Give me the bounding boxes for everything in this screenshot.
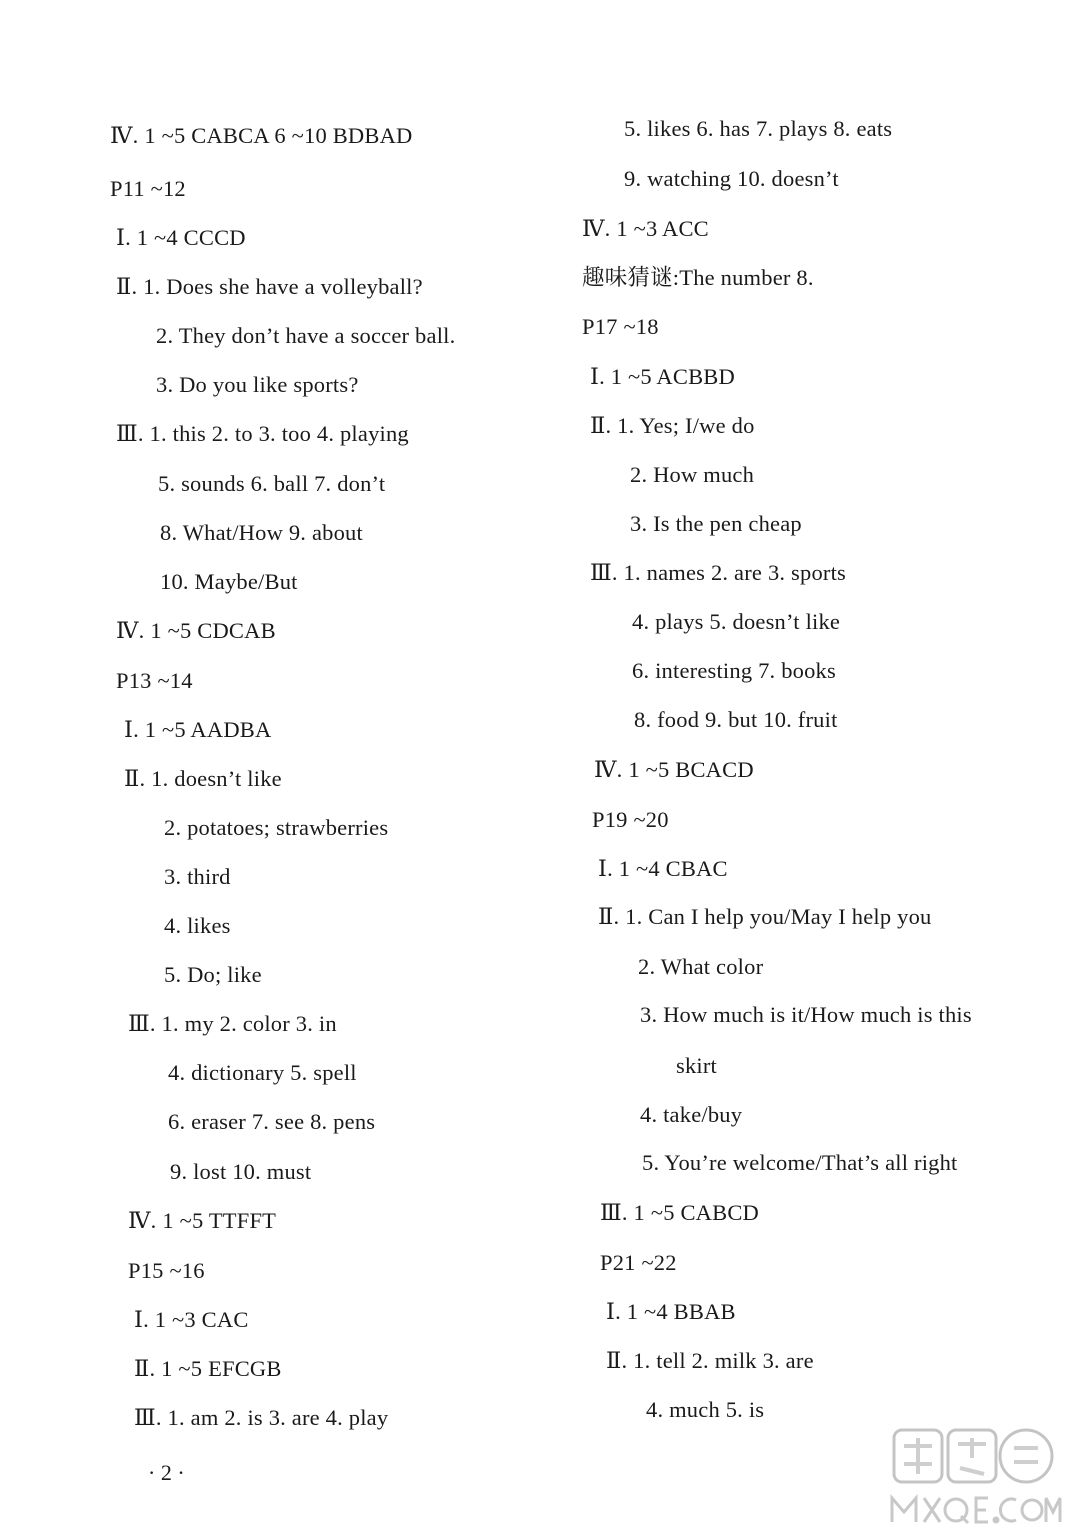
answer-line: 3. Is the pen cheap: [630, 511, 802, 536]
watermark-logo: [884, 1424, 1064, 1532]
answer-line: Ⅲ. 1. my 2. color 3. in: [128, 1011, 337, 1036]
answer-line: 4. dictionary 5. spell: [168, 1060, 357, 1085]
right-column: [534, 0, 1014, 1460]
answer-line: 5. You’re welcome/That’s all right: [642, 1150, 958, 1175]
answer-line: 5. sounds 6. ball 7. don’t: [158, 471, 386, 496]
answer-line: 9. lost 10. must: [170, 1159, 312, 1184]
answer-line: Ⅰ. 1 ~5 ACBBD: [590, 364, 735, 389]
answer-line: 10. Maybe/But: [160, 569, 298, 594]
answer-line: skirt: [676, 1053, 718, 1078]
answer-line: Ⅱ. 1. Does she have a volleyball?: [116, 274, 423, 299]
answer-line: Ⅲ. 1 ~5 CABCD: [600, 1200, 759, 1225]
answer-line: Ⅱ. 1. tell 2. milk 3. are: [606, 1348, 814, 1373]
answer-line: Ⅱ. 1. Can I help you/May I help you: [598, 904, 932, 929]
answer-line: Ⅰ. 1 ~4 CCCD: [116, 225, 246, 250]
answer-line: 9. watching 10. doesn’t: [624, 166, 839, 191]
section-heading: P13 ~14: [116, 668, 193, 693]
answer-line: 4. likes: [164, 913, 231, 938]
answer-line: 4. plays 5. doesn’t like: [632, 609, 841, 634]
riddle-line: 趣味猜谜:The number 8.: [582, 265, 814, 290]
answer-line: Ⅱ. 1 ~5 EFCGB: [134, 1356, 282, 1381]
answer-line: Ⅲ. 1. this 2. to 3. too 4. playing: [116, 421, 409, 446]
answer-line: 2. They don’t have a soccer ball.: [156, 323, 456, 348]
answer-line: Ⅰ. 1 ~5 AADBA: [124, 717, 272, 742]
answer-line: Ⅲ. 1. am 2. is 3. are 4. play: [134, 1405, 389, 1430]
answer-line: Ⅳ. 1 ~5 CABCA 6 ~10 BDBAD: [110, 123, 413, 148]
answer-line: 5. Do; like: [164, 962, 262, 987]
page-number: · 2 ·: [148, 1460, 185, 1485]
answer-line: Ⅲ. 1. names 2. are 3. sports: [590, 560, 847, 585]
answer-line: 6. interesting 7. books: [632, 658, 836, 683]
answer-line: 5. likes 6. has 7. plays 8. eats: [624, 116, 893, 141]
answer-line: Ⅱ. 1. Yes; I/we do: [590, 413, 755, 438]
section-heading: P15 ~16: [128, 1258, 205, 1283]
answer-line: 3. How much is it/How much is this: [640, 1002, 972, 1027]
section-heading: P19 ~20: [592, 807, 669, 832]
answer-line: 8. What/How 9. about: [160, 520, 363, 545]
answer-line: 4. much 5. is: [646, 1397, 765, 1422]
answer-line: 3. third: [164, 864, 231, 889]
answer-line: Ⅳ. 1 ~5 TTFFT: [128, 1208, 277, 1233]
answer-line: 2. What color: [638, 954, 764, 979]
answer-line: 2. How much: [630, 462, 755, 487]
answer-line: Ⅰ. 1 ~4 BBAB: [606, 1299, 736, 1324]
left-column: [0, 0, 480, 1460]
section-heading: P11 ~12: [110, 176, 186, 201]
answer-line: 2. potatoes; strawberries: [164, 815, 389, 840]
section-heading: P17 ~18: [582, 314, 659, 339]
answer-line: Ⅳ. 1 ~3 ACC: [582, 216, 709, 241]
answer-line: 6. eraser 7. see 8. pens: [168, 1109, 376, 1134]
answer-line: Ⅰ. 1 ~3 CAC: [134, 1307, 249, 1332]
answer-line: Ⅳ. 1 ~5 CDCAB: [116, 618, 276, 643]
answer-line: 4. take/buy: [640, 1102, 743, 1127]
answer-line: Ⅱ. 1. doesn’t like: [124, 766, 282, 791]
answer-line: 3. Do you like sports?: [156, 372, 359, 397]
answer-line: 8. food 9. but 10. fruit: [634, 707, 838, 732]
section-heading: P21 ~22: [600, 1250, 677, 1275]
answer-line: Ⅰ. 1 ~4 CBAC: [598, 856, 728, 881]
answer-line: Ⅳ. 1 ~5 BCACD: [594, 757, 754, 782]
